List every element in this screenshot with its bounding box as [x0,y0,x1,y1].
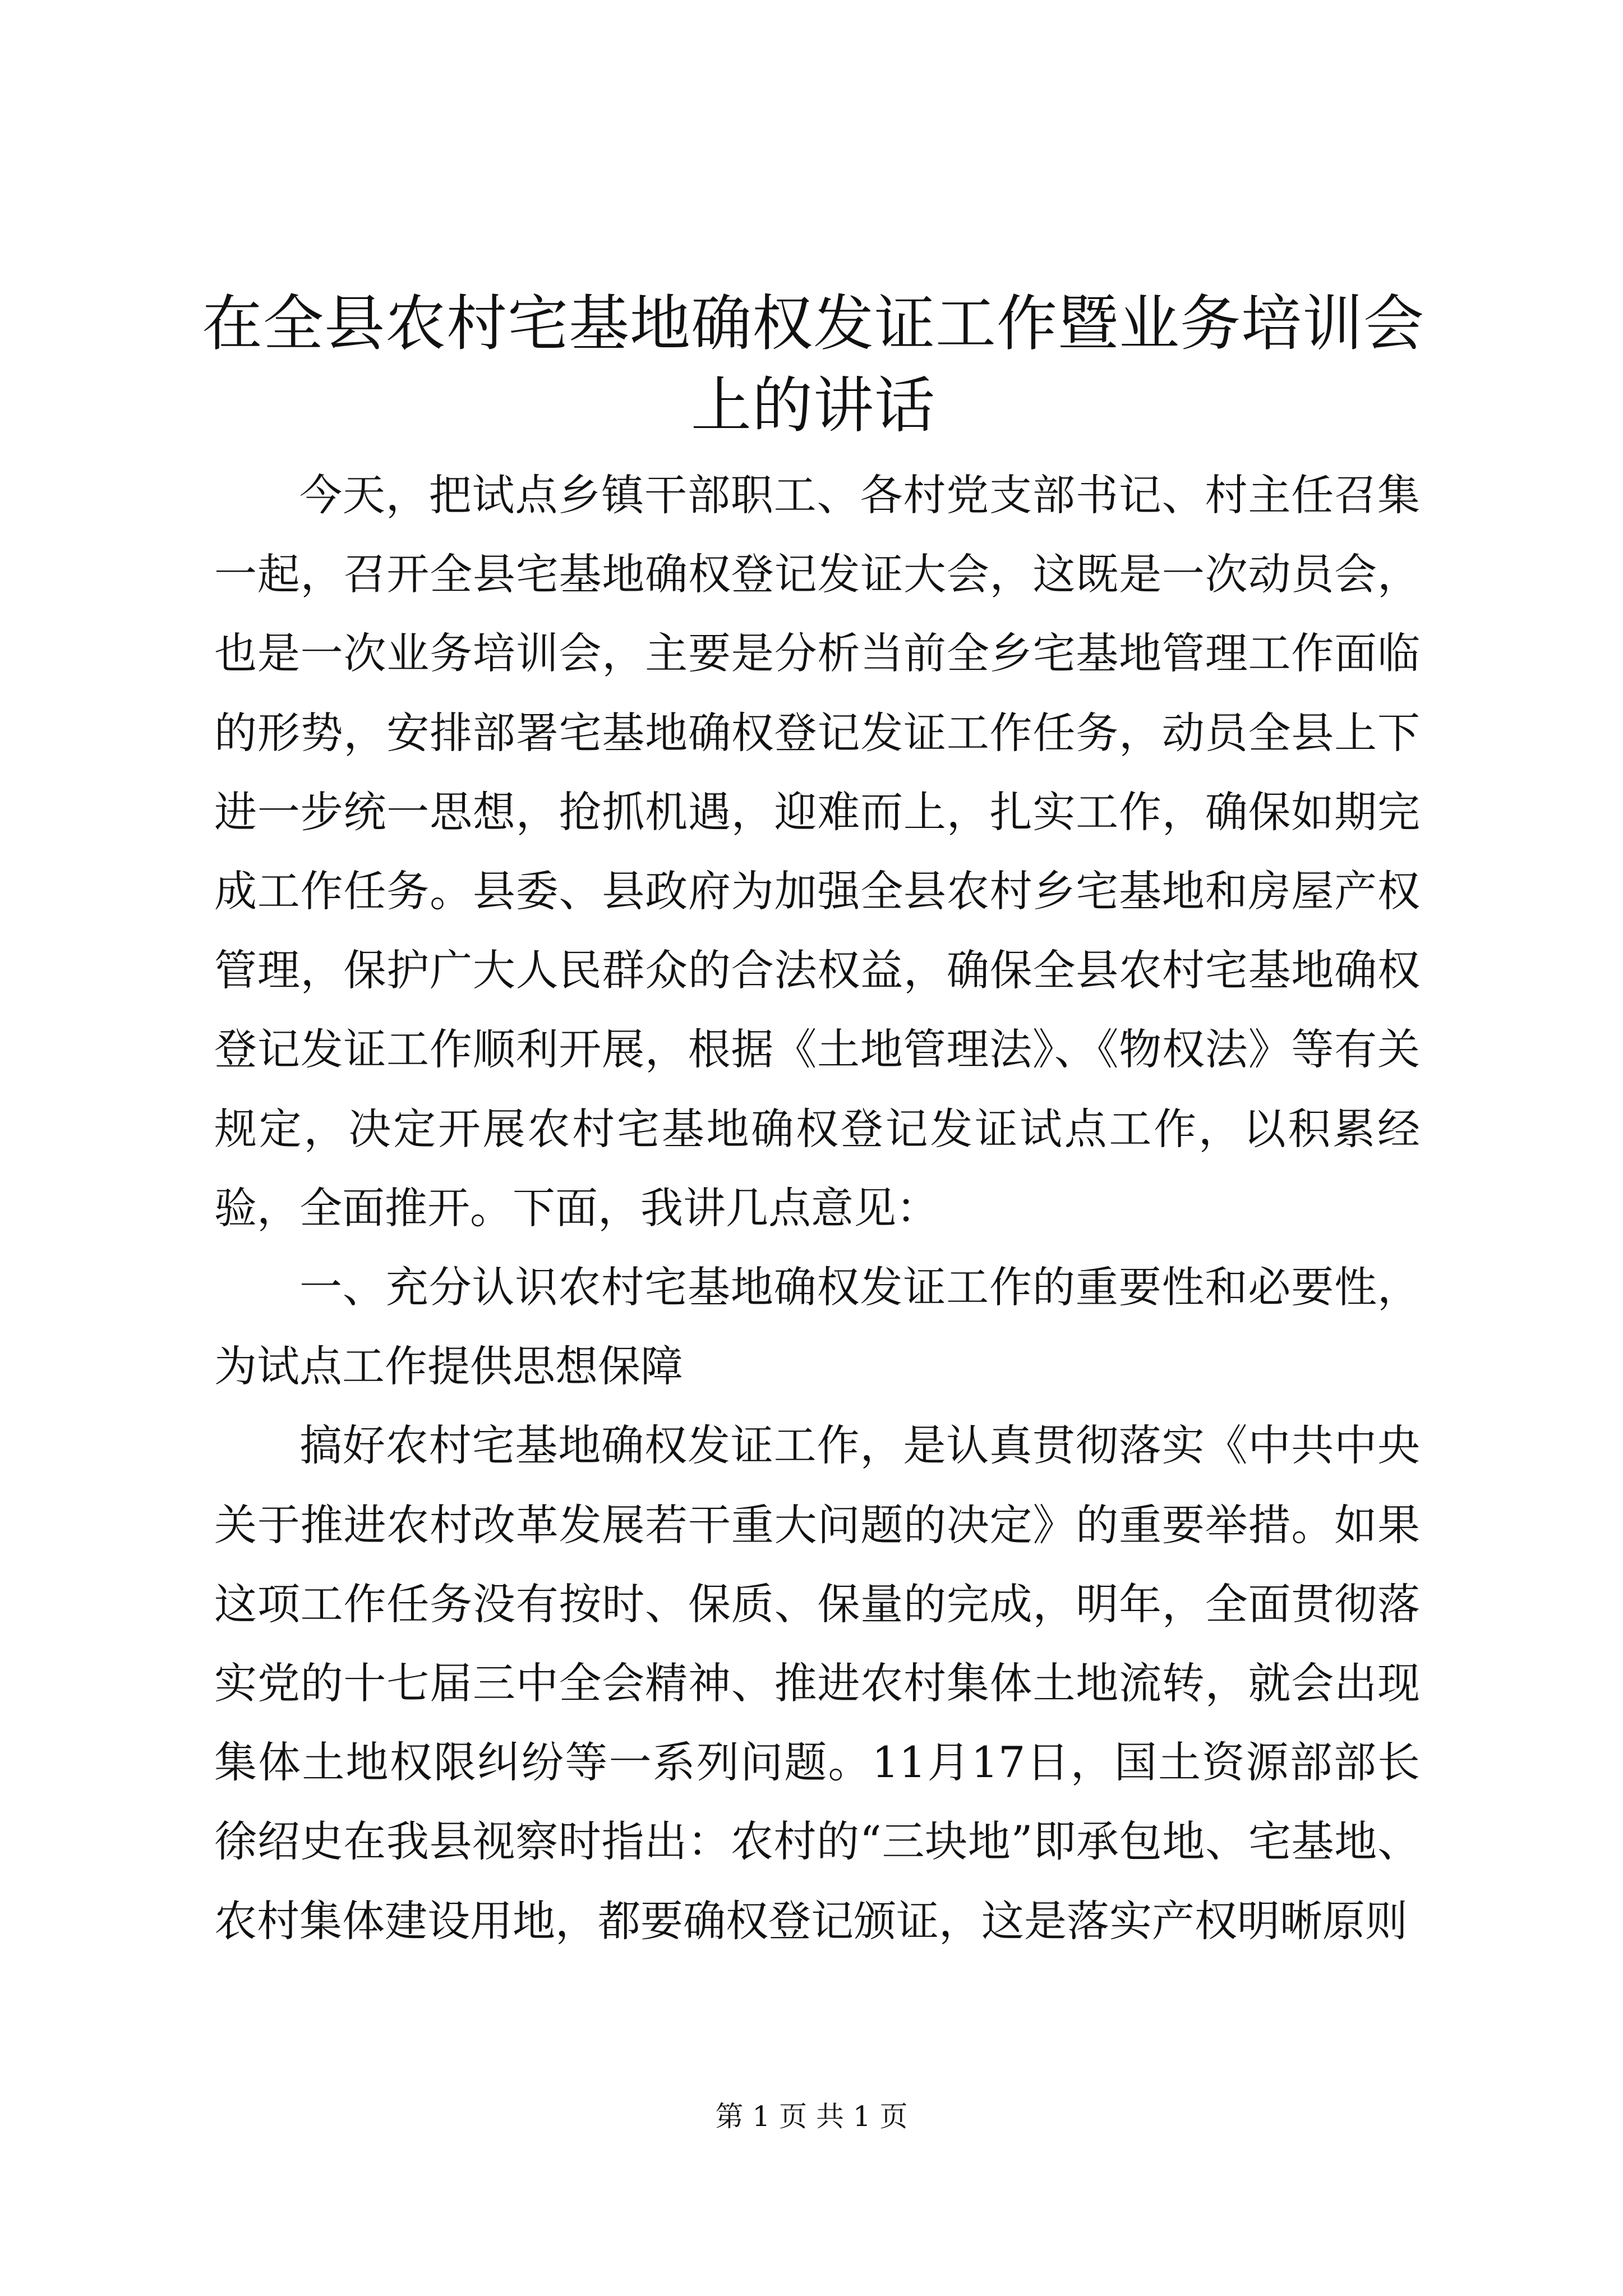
document-body [214,455,1420,1961]
paragraph-section-1: 搞好农村宅基地确权发证工作，是认真贯彻落实《中共中央关于推进农村改革发展若干重大问题的决定》的重要举措。如果这项工作任务没有按时、保质、保量的完成，明年，全面贯彻落实党的十七届三中全会精神、推进农村集体土地流转，就会出现集体土地权限纠纷等一系列问题。11月17日，国土资源部部长徐绍史在我县视察时指出：农村的“三块地”即承包地、宅基地、农村集体建设用地，都要确权登记颁证，这是落实产权明晰原则 [214,1420,1420,1946]
document-title: 在全县农村宅基地确权发证工作暨业务培训会上的讲话 [202,289,1425,441]
page-footer: 第 1 页 共 1 页 [715,2100,908,2133]
paragraph-intro: 今天，把试点乡镇干部职工、各村党支部书记、村主任召集一起，召开全县宅基地确权登记发证大会，这既是一次动员会，也是一次业务培训会，主要是分析当前全乡宅基地管理工作面临的形势，安排部署宅基地确权登记发证工作任务，动员全县上下进一步统一思想，抢抓机遇，迎难而上，扎实工作，确保如期完成工作任务。县委、县政府为加强全县农村乡宅基地和房屋产权管理，保护广大人民群众的合法权益，确保全县农村宅基地确权登记发证工作顺利开展，根据《土地管理法》、《物权法》等有关规定，决定开展农村宅基地确权登记发证试点工作，以积累经验，全面推开。下面，我讲几点意见： [214,470,1420,1233]
section-heading-1: 一、充分认识农村宅基地确权发证工作的重要性和必要性，为试点工作提供思想保障 [214,1262,1420,1392]
